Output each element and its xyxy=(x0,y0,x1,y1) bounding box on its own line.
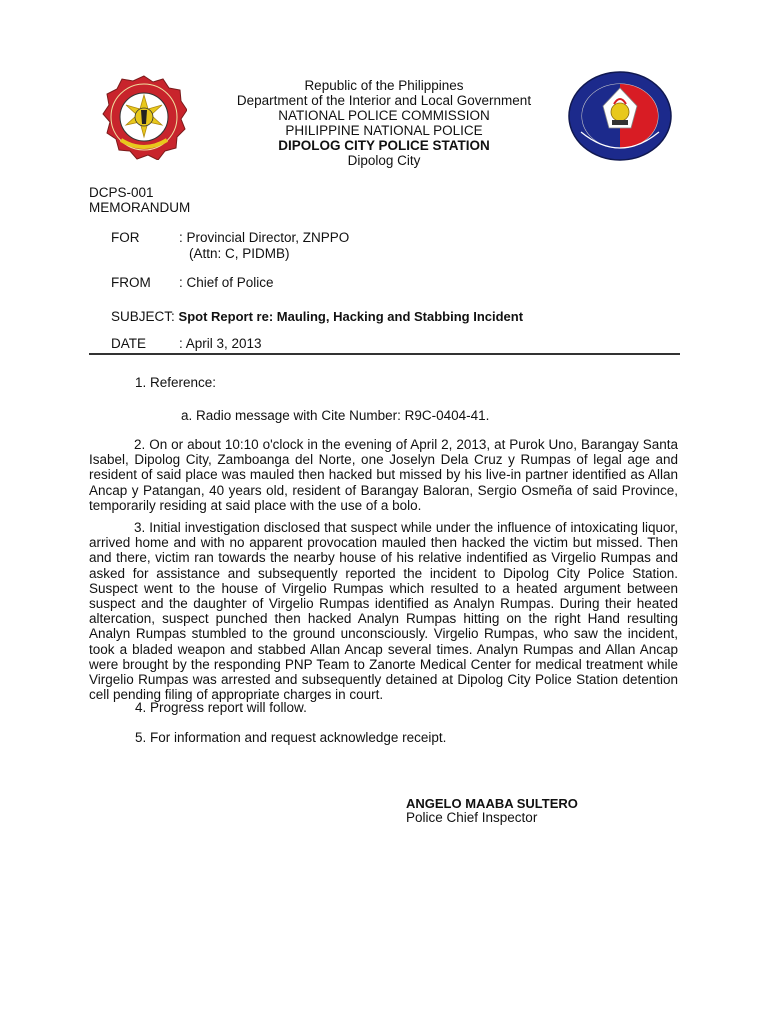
header-city: Dipolog City xyxy=(347,153,421,168)
date-value: : April 3, 2013 xyxy=(179,336,262,351)
memo-subject-row xyxy=(111,309,523,324)
paragraph-4: 4. Progress report will follow. xyxy=(135,700,307,715)
header-station: DIPOLOG CITY POLICE STATION xyxy=(278,138,490,153)
for-label: FOR xyxy=(111,230,140,245)
header-napolcom: NATIONAL POLICE COMMISSION xyxy=(278,108,490,123)
paragraph-2-text: 2. On or about 10:10 o'clock in the evening of April 2, 2013, at Purok Uno, Barangay Santa Isabel, Dipolog City, Zamboanga del Norte, one Joselyn Dela Cruz y Rumpas of legal age and resident of said place was mauled then hacked but missed by his live-in partner identified as Allan Ancap y Patangan, 40 years old, resident of Barangay Baloran, Sergio Osmeña of said Province, temporarily residing at said place with the use of a bolo. xyxy=(89,437,678,513)
memo-code: DCPS-001 xyxy=(89,185,154,200)
header-divider xyxy=(89,353,680,355)
signatory-title: Police Chief Inspector xyxy=(406,810,538,825)
from-value: : Chief of Police xyxy=(179,275,274,290)
paragraph-1: 1. Reference: xyxy=(135,375,217,390)
paragraph-2 xyxy=(89,437,678,513)
header-department: Department of the Interior and Local Government xyxy=(236,93,532,108)
for-attn: (Attn: C, PIDMB) xyxy=(189,246,290,261)
memo-for-row xyxy=(111,230,349,245)
memo-date-row xyxy=(111,336,262,351)
subject-value: Spot Report re: Mauling, Hacking and Stabbing Incident xyxy=(178,309,524,324)
paragraph-1a: a. Radio message with Cite Number: R9C-0404-41. xyxy=(181,408,490,423)
header-pnp: PHILIPPINE NATIONAL POLICE xyxy=(285,123,483,138)
for-value: : Provincial Director, ZNPPO xyxy=(179,230,350,245)
date-label: DATE xyxy=(111,336,147,351)
header-republic: Republic of the Philippines xyxy=(304,78,464,93)
signatory-name: ANGELO MAABA SULTERO xyxy=(406,796,578,811)
from-label: FROM xyxy=(111,275,151,290)
subject-label: SUBJECT: xyxy=(111,309,175,324)
letterhead xyxy=(0,78,768,168)
paragraph-3 xyxy=(89,520,678,702)
memo-from-row xyxy=(111,275,274,290)
paragraph-5: 5. For information and request acknowledge receipt. xyxy=(135,730,447,745)
memo-type: MEMORANDUM xyxy=(89,200,191,215)
paragraph-3-text: 3. Initial investigation disclosed that suspect while under the influence of intoxicating liquor, arrived home and with no apparent provocation mauled then hacked the victim but missed. Then and there, victim ran towards the nearby house of his relative indentified as Virgelio Rumpas and asked for assistance and subsequently reported the incident to Dipolog City Police Station. Suspect went to the house of Virgelio Rumpas which resulted to a heated argument between suspect and the daughter of Virgelio Rumpas identified as Analyn Rumpas. During their heated altercation, suspect punched then hacked Analyn Rumpas hitting on the right Hand resulting Analyn Rumpas stumbled to the ground unconsciously. Virgelio Rumpas, who saw the incident, took a bladed weapon and stabbed Allan Ancap several times. Analyn Rumpas and Allan Ancap were brought by the responding PNP Team to Zanorte Medical Center for medical treatment while Virgelio Rumpas was arrested and subsequently detained at Dipolog City Police Station detention cell pending filing of appropriate charges in court. xyxy=(89,520,678,703)
